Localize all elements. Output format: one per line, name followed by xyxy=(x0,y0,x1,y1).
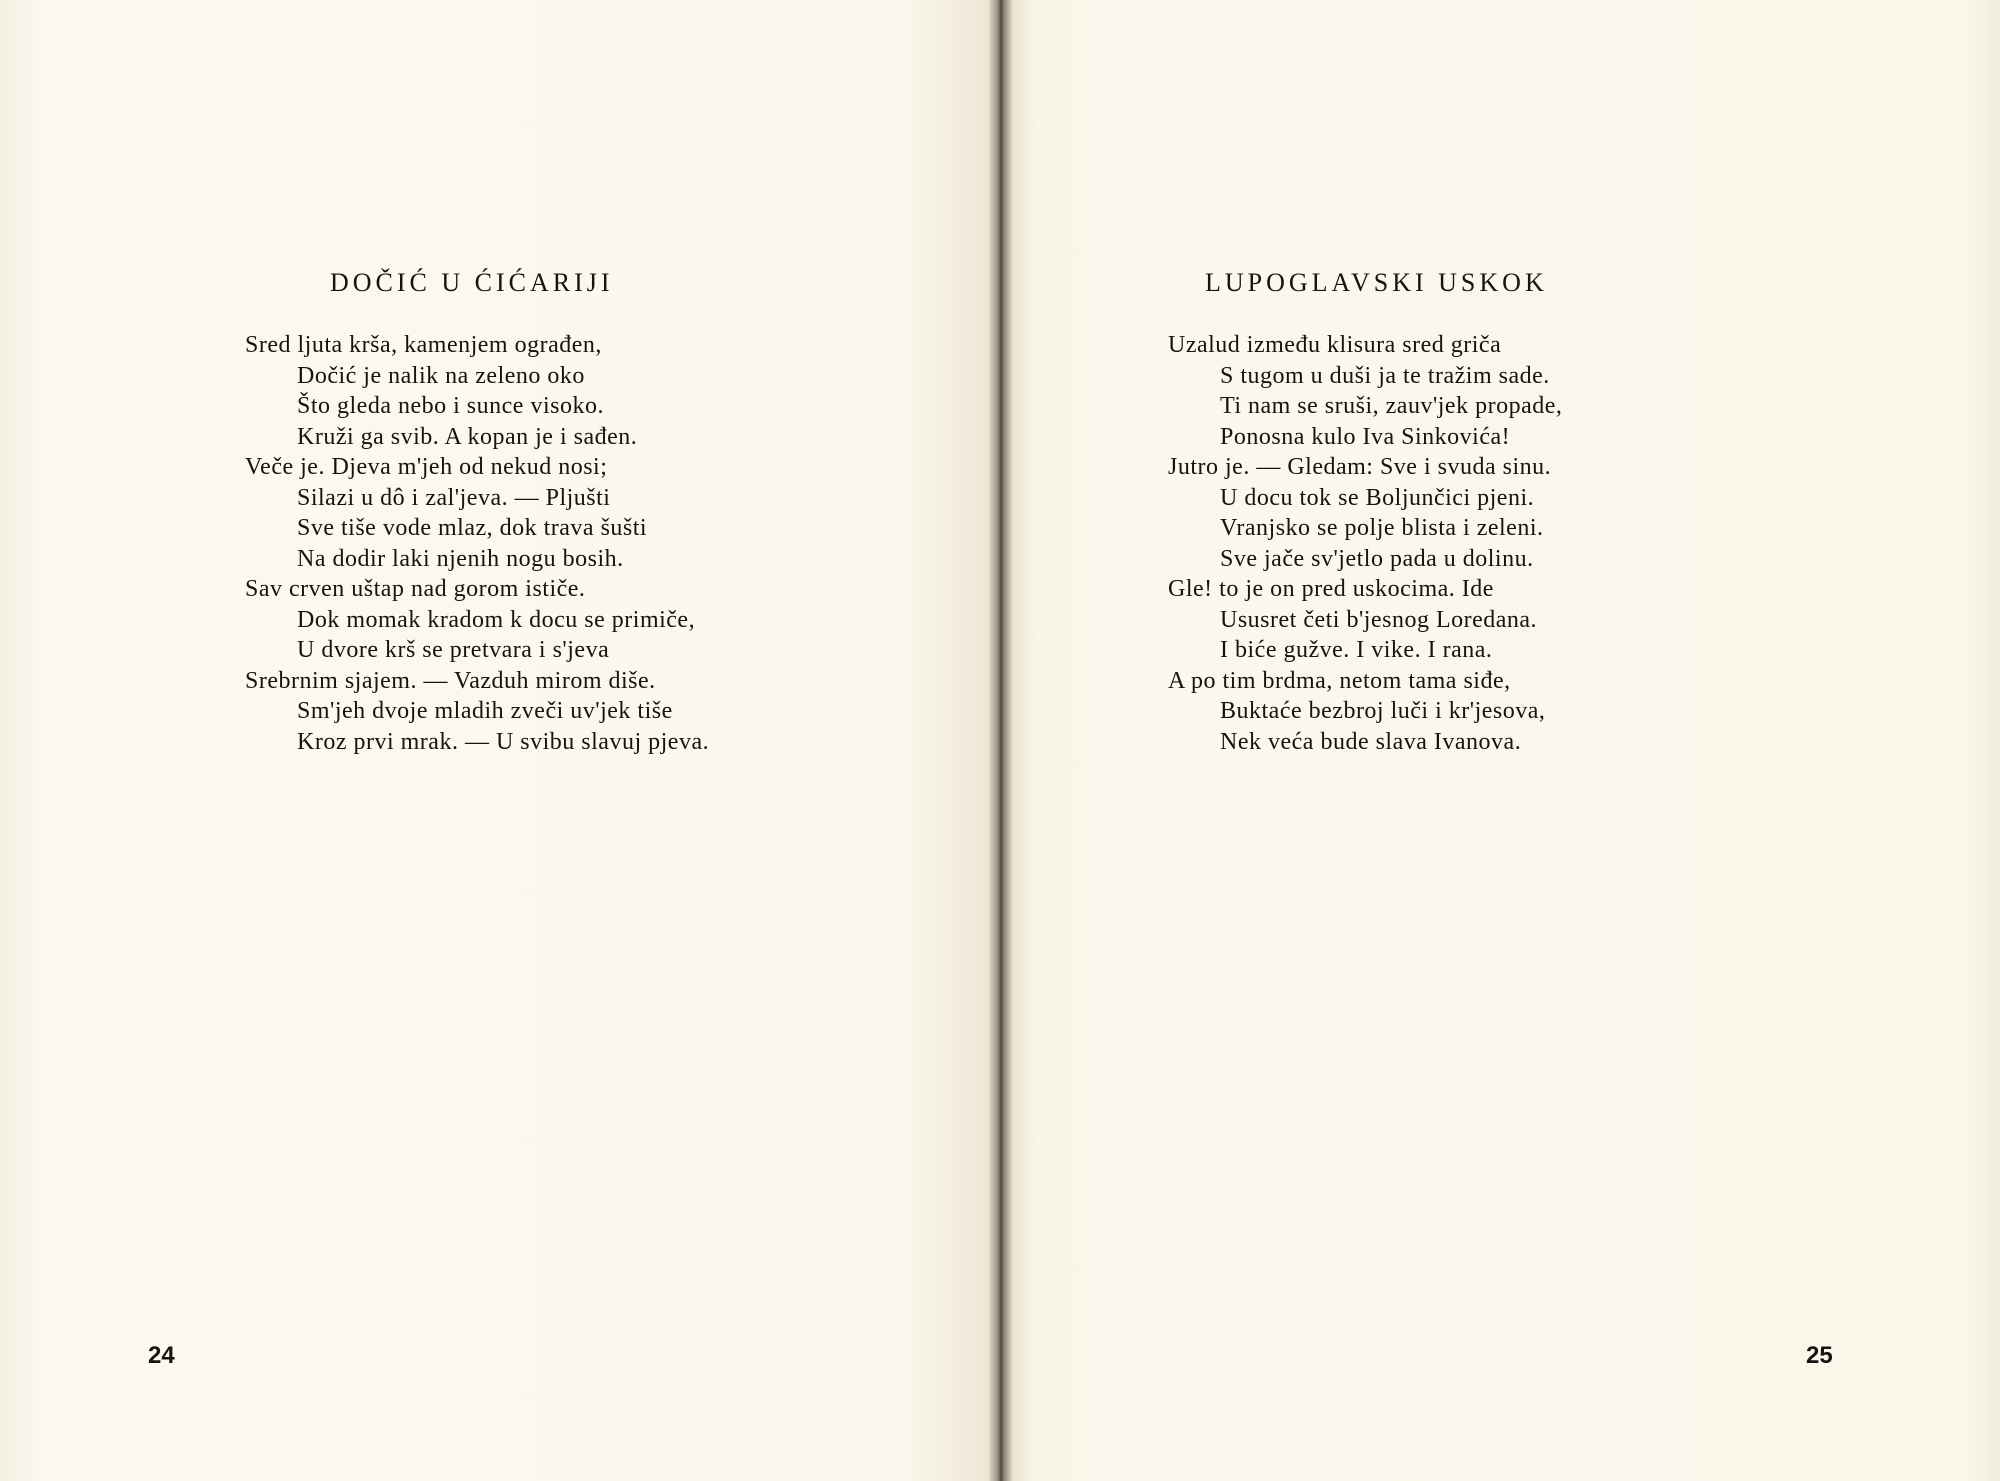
right-poem-title: LUPOGLAVSKI USKOK xyxy=(1205,268,1548,297)
left-poem-lines xyxy=(245,330,865,757)
poem-line: Sav crven uštap nad gorom ističe. xyxy=(245,576,586,602)
poem-line: Sred ljuta krša, kamenjem ograđen, xyxy=(245,332,602,358)
left-page-number: 24 xyxy=(148,1342,175,1369)
left-poem-title: DOČIĆ U ĆIĆARIJI xyxy=(330,268,614,297)
poem-line: Nek veća bude slava Ivanova. xyxy=(1220,728,1522,755)
poem-line: Što gleda nebo i sunce visoko. xyxy=(297,393,604,419)
right-poem-lines xyxy=(1168,330,1788,757)
right-page-number: 25 xyxy=(1806,1342,1833,1369)
poem-line: Ti nam se sruši, zauv'jek propade, xyxy=(1220,393,1563,419)
poem-line: S tugom u duši ja te tražim sade. xyxy=(1220,362,1550,389)
poem-line: Silazi u dô i zal'jeva. — Pljušti xyxy=(297,484,611,511)
poem-line: Na dodir laki njenih nogu bosih. xyxy=(297,545,624,572)
poem-line: Uzalud između klisura sred griča xyxy=(1168,332,1502,358)
poem-line: Sve jače sv'jetlo pada u dolinu. xyxy=(1220,545,1534,572)
poem-line: Srebrnim sjajem. — Vazduh mirom diše. xyxy=(245,667,656,694)
poem-line: Gle! to je on pred uskocima. Ide xyxy=(1168,576,1494,602)
poem-line: Kruži ga svib. A kopan je i sađen. xyxy=(297,423,638,450)
left-poem xyxy=(245,268,865,757)
poem-line: Buktaće bezbroj luči i kr'jesova, xyxy=(1220,698,1546,724)
poem-line: Vranjsko se polje blista i zeleni. xyxy=(1220,515,1544,541)
poem-line: I biće gužve. I vike. I rana. xyxy=(1220,637,1493,663)
poem-line: Sm'jeh dvoje mladih zveči uv'jek tiše xyxy=(297,698,673,724)
poem-line: U dvore krš se pretvara i s'jeva xyxy=(297,637,610,663)
poem-line: Kroz prvi mrak. — U svibu slavuj pjeva. xyxy=(297,728,710,755)
right-poem xyxy=(1168,268,1788,757)
poem-line: Jutro je. — Gledam: Sve i svuda sinu. xyxy=(1168,454,1552,480)
poem-line: Dok momak kradom k docu se primiče, xyxy=(297,606,696,633)
poem-line: A po tim brdma, netom tama siđe, xyxy=(1168,667,1511,694)
poem-line: Sve tiše vode mlaz, dok trava šušti xyxy=(297,515,648,541)
poem-line: Ususret četi b'jesnog Loredana. xyxy=(1220,606,1538,633)
poem-line: Dočić je nalik na zeleno oko xyxy=(297,362,585,389)
poem-line: U docu tok se Boljunčici pjeni. xyxy=(1220,484,1535,511)
book-gutter xyxy=(990,0,1012,1481)
poem-line: Veče je. Djeva m'jeh od nekud nosi; xyxy=(245,454,608,480)
poem-line: Ponosna kulo Iva Sinkovića! xyxy=(1220,423,1511,450)
